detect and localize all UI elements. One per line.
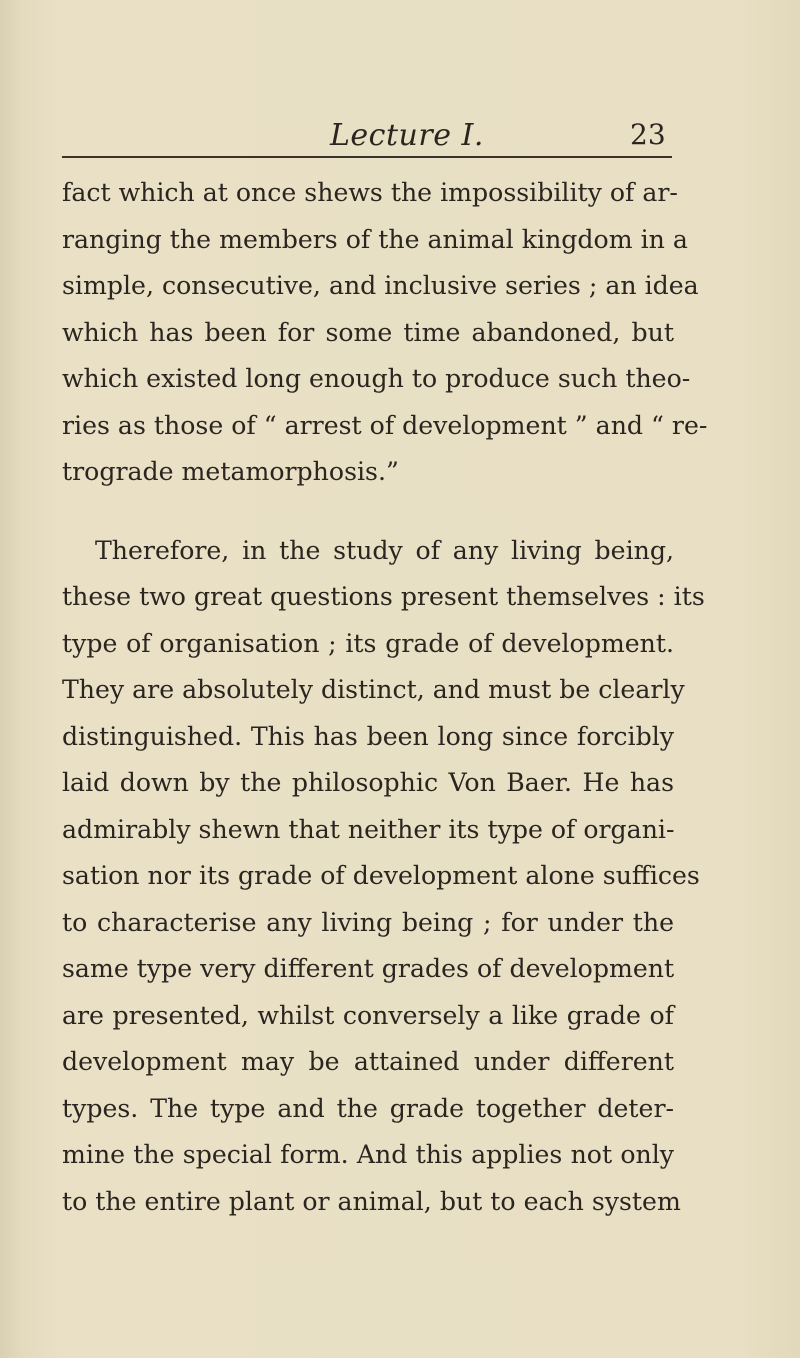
text-line: They are absolutely distinct, and must be clearly [62,675,685,704]
text-line: mine the special form. And this applies not only [62,1140,674,1169]
text-line: to the entire plant or animal, but to each system [62,1186,681,1216]
text-line: are presented, whilst conversely a like grade of [62,1000,674,1030]
text-line: type of organisation ; its grade of development. [62,628,674,658]
text-line: which existed long enough to produce such theo- [62,364,691,393]
text-line: laid down by the philosophic Von Baer. He has [62,768,674,797]
paragraph-gap [62,496,674,528]
running-head [0,108,800,154]
text-line: these two great questions present themselves : its [62,582,705,611]
text-line: trograde metamorphosis.” [62,457,399,486]
paragraph-2 [62,528,705,1226]
body-text [62,170,708,1225]
text-line: Therefore, in the study of any living being, [95,535,674,565]
text-line: fact which at once shews the impossibility of ar- [62,178,678,207]
text-line: development may be attained under different [62,1047,674,1076]
running-title: Lecture I. [330,118,484,153]
text-line: types. The type and the grade together deter- [62,1093,674,1123]
paragraph-1 [62,170,708,496]
text-line: ries as those of “ arrest of development ” and “ re- [62,410,708,440]
text-line: simple, consecutive, and inclusive series ; an idea [62,271,699,300]
text-line: same type very different grades of development [62,954,675,983]
page-number: 23 [630,118,666,151]
text-line: ranging the members of the animal kingdom in a [62,224,688,254]
text-line: sation nor its grade of development alone suffices [62,861,700,890]
text-line: admirably shewn that neither its type of organi- [62,814,675,844]
text-line: to characterise any living being ; for under the [62,907,674,937]
text-line: which has been for some time abandoned, but [62,317,674,347]
text-line: distinguished. This has been long since forcibly [62,721,674,751]
header-rule [62,156,672,158]
